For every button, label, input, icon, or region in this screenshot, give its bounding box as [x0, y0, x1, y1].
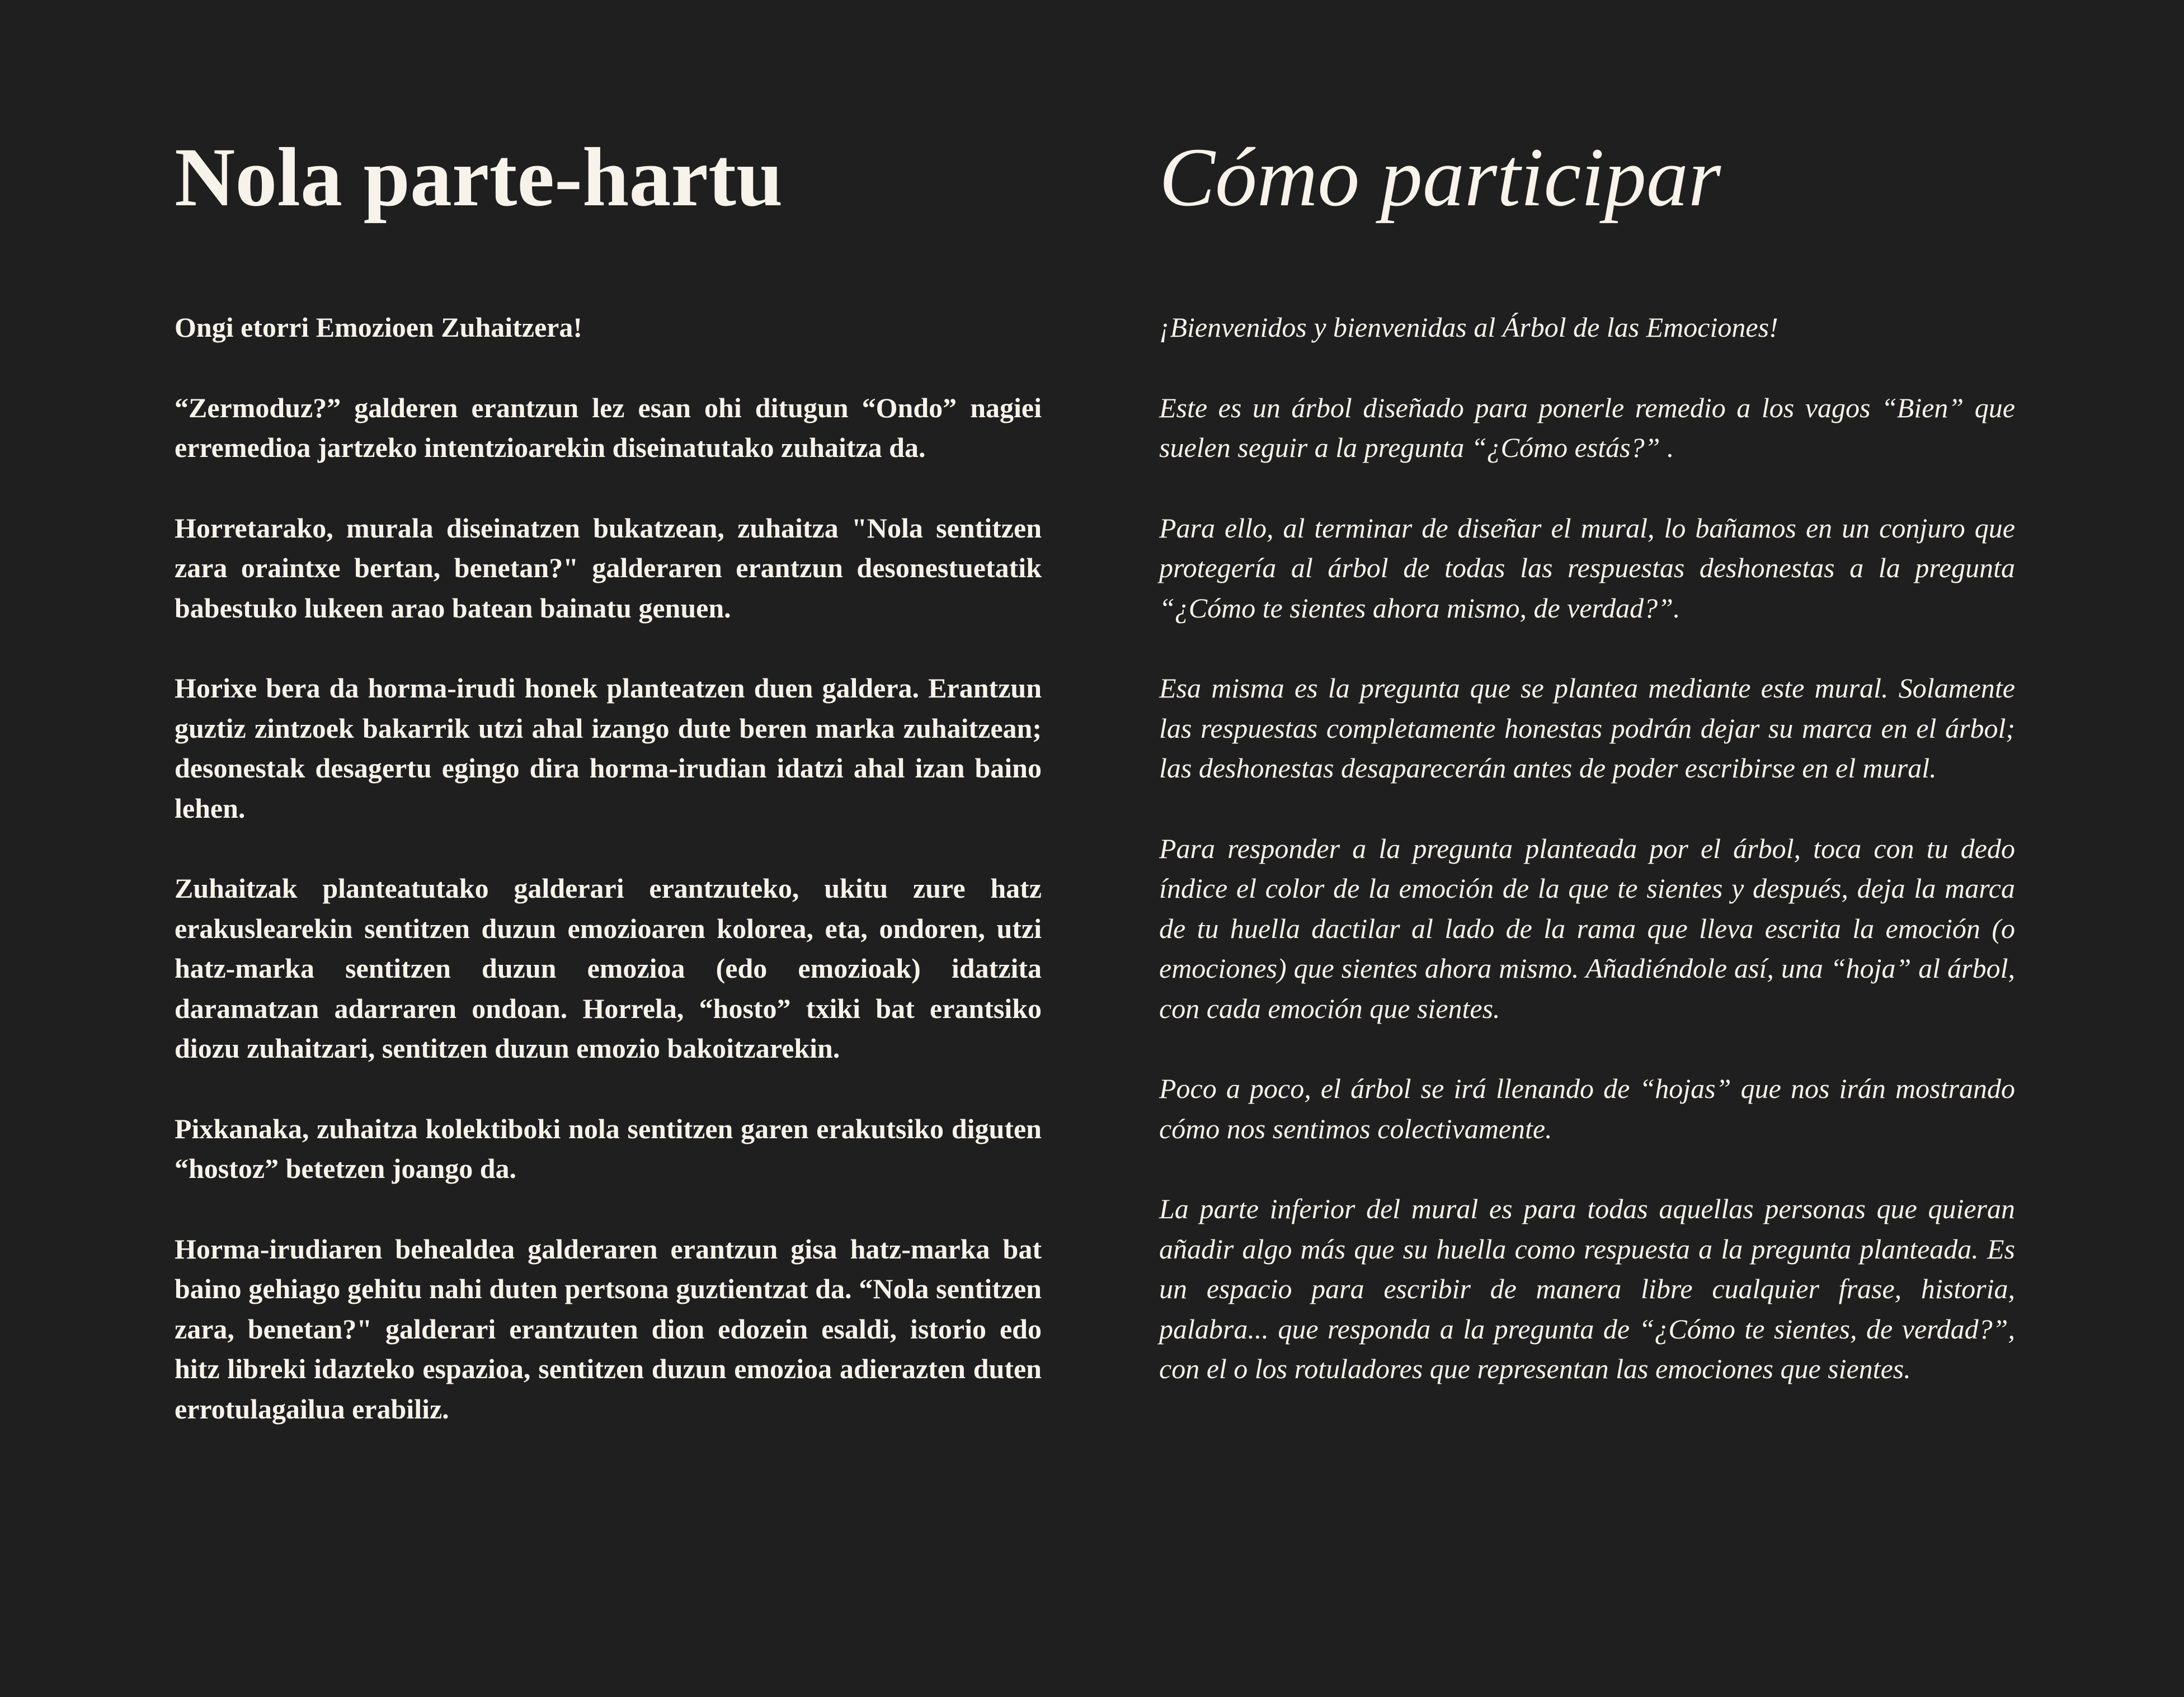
- basque-column: [175, 130, 1042, 1469]
- spanish-paragraph-lower-part: La parte inferior del mural es para todas aquellas personas que quieran añadir algo más que su huella como respuesta a la pregunta planteada. Es un espacio para escribir de manera libre cualquier frase, historia, palabra... que responda a la pregunta de “¿Cómo te sientes, de verdad?”, con el o los rotuladores que representan las emociones que sientes.: [1159, 1193, 2015, 1384]
- spanish-paragraph-instructions: Para responder a la pregunta planteada por el árbol, toca con tu dedo índice el color de la emoción de la que te sientes y después, deja la marca de tu huella dactilar al lado de la rama que lleva escrita la emoción (o emociones) que sientes ahora mismo. Añadiéndole así, una “hoja” al árbol, con cada emoción que sientes.: [1159, 832, 2015, 1024]
- basque-paragraph-leaves: Pixkanaka, zuhaitza kolektiboki nola sentitzen garen erakutsiko diguten “hostoz” betetzen joango da.: [175, 1113, 1042, 1184]
- spanish-column: [1159, 130, 2015, 1430]
- spanish-paragraph-leaves: Poco a poco, el árbol se irá llenando de “hojas” que nos irán mostrando cómo nos sentimos colectivamente.: [1159, 1073, 2015, 1144]
- spanish-body: [1159, 308, 2015, 1389]
- basque-paragraph-welcome: Ongi etorri Emozioen Zuhaitzera!: [175, 312, 583, 343]
- spanish-title: Cómo participar: [1159, 131, 1721, 224]
- basque-paragraph-spell: Horretarako, murala diseinatzen bukatzean, zuhaitza "Nola sentitzen zara oraintxe bertan, benetan?" galderaren erantzun desonestuetatik babestuko lukeen arao batean bainatu genuen.: [175, 512, 1042, 624]
- spanish-paragraph-purpose: Este es un árbol diseñado para ponerle remedio a los vagos “Bien” que suelen seguir a la pregunta “¿Cómo estás?” .: [1159, 392, 2015, 463]
- basque-body: [175, 308, 1042, 1429]
- spanish-paragraph-spell: Para ello, al terminar de diseñar el mural, lo bañamos en un conjuro que protegería al árbol de todas las respuestas deshonestas a la pregunta “¿Cómo te sientes ahora mismo, de verdad?”.: [1159, 512, 2015, 624]
- basque-paragraph-question: Horixe bera da horma-irudi honek planteatzen duen galdera. Erantzun guztiz zintzoek bakarrik utzi ahal izango dute beren marka zuhaitzean; desonestak desagertu egingo dira horma-irudian idatzi ahal izan baino lehen.: [175, 672, 1042, 824]
- spanish-paragraph-welcome: ¡Bienvenidos y bienvenidas al Árbol de las Emociones!: [1159, 312, 1778, 343]
- spanish-paragraph-question: Esa misma es la pregunta que se plantea mediante este mural. Solamente las respuestas completamente honestas podrán dejar su marca en el árbol; las deshonestas desaparecerán antes de poder escribirse en el mural.: [1159, 672, 2015, 784]
- basque-title: Nola parte-hartu: [175, 131, 783, 224]
- basque-paragraph-lower-part: Horma-irudiaren behealdea galderaren erantzun gisa hatz-marka bat baino gehiago gehitu nahi duten pertsona guztientzat da. “Nola sentitzen zara, benetan?" galderari erantzuten dion edozein esaldi, istorio edo hitz libreki idazteko espazioa, sentitzen duzun emozioa adierazten duten errotulagailua erabiliz.: [175, 1233, 1042, 1425]
- basque-paragraph-purpose: “Zermoduz?” galderen erantzun lez esan ohi ditugun “Ondo” nagiei erremedioa jartzeko intentzioarekin diseinatutako zuhaitza da.: [175, 392, 1042, 463]
- basque-paragraph-instructions: Zuhaitzak planteatutako galderari erantzuteko, ukitu zure hatz erakuslearekin sentitzen duzun emozioaren kolorea, eta, ondoren, utzi hatz-marka sentitzen duzun emozioa (edo emozioak) idatzita daramatzan adarraren ondoan. Horrela, “hosto” txiki bat erantsiko diozu zuhaitzari, sentitzen duzun emozio bakoitzarekin.: [175, 873, 1042, 1064]
